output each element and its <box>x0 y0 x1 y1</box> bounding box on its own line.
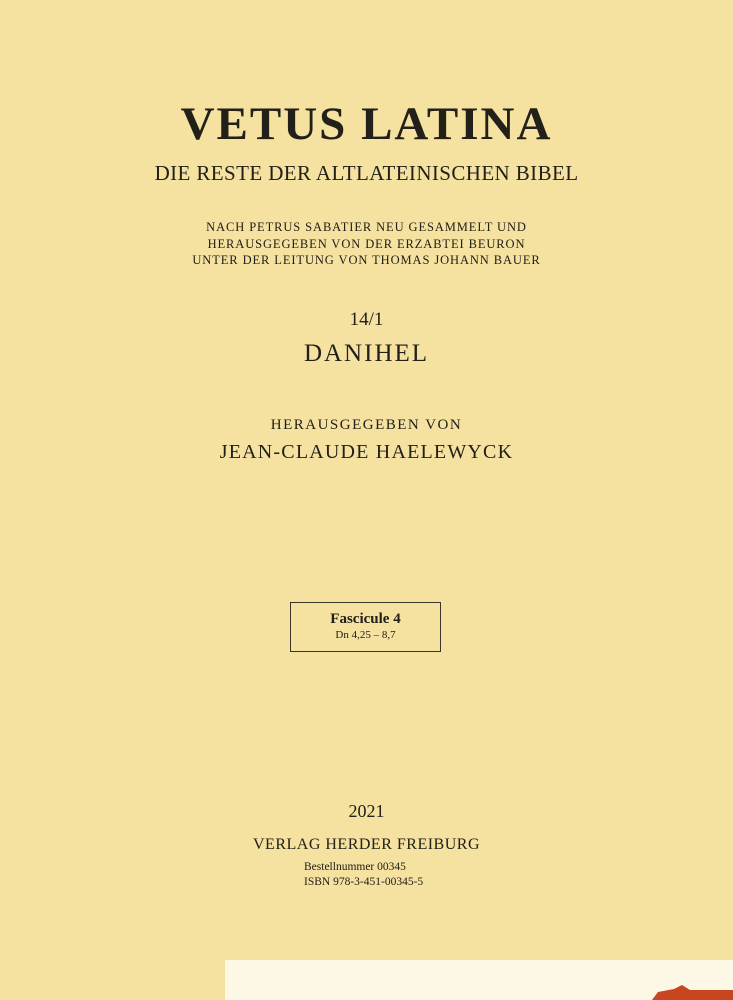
fascicle-title: Fascicule 4 <box>330 611 401 627</box>
series-title: VETUS LATINA <box>180 98 553 150</box>
editor-name: JEAN-CLAUDE HAELEWYCK <box>219 441 514 463</box>
series-note-line-2: HERAUSGEGEBEN VON DER ERZABTEI BEURON <box>207 237 526 251</box>
ribbon-decoration <box>652 985 733 1000</box>
series-note-line-1: NACH PETRUS SABATIER NEU GESAMMELT UND <box>206 220 527 234</box>
fascicle-range: Dn 4,25 – 8,7 <box>335 629 396 641</box>
isbn: ISBN 978-3-451-00345-5 <box>304 876 424 888</box>
publication-year: 2021 <box>348 801 385 821</box>
series-note-line-3: UNTER DER LEITUNG VON THOMAS JOHANN BAUER <box>192 253 541 267</box>
publisher-name: VERLAG HERDER FREIBURG <box>252 836 480 853</box>
edited-by-label: HERAUSGEGEBEN VON <box>270 417 463 433</box>
volume-title: DANIHEL <box>303 340 430 367</box>
volume-number: 14/1 <box>349 309 384 330</box>
order-number: Bestellnummer 00345 <box>304 861 406 873</box>
series-subtitle: DIE RESTE DER ALTLATEINISCHEN BIBEL <box>154 161 579 185</box>
fascicle-box <box>290 602 441 652</box>
